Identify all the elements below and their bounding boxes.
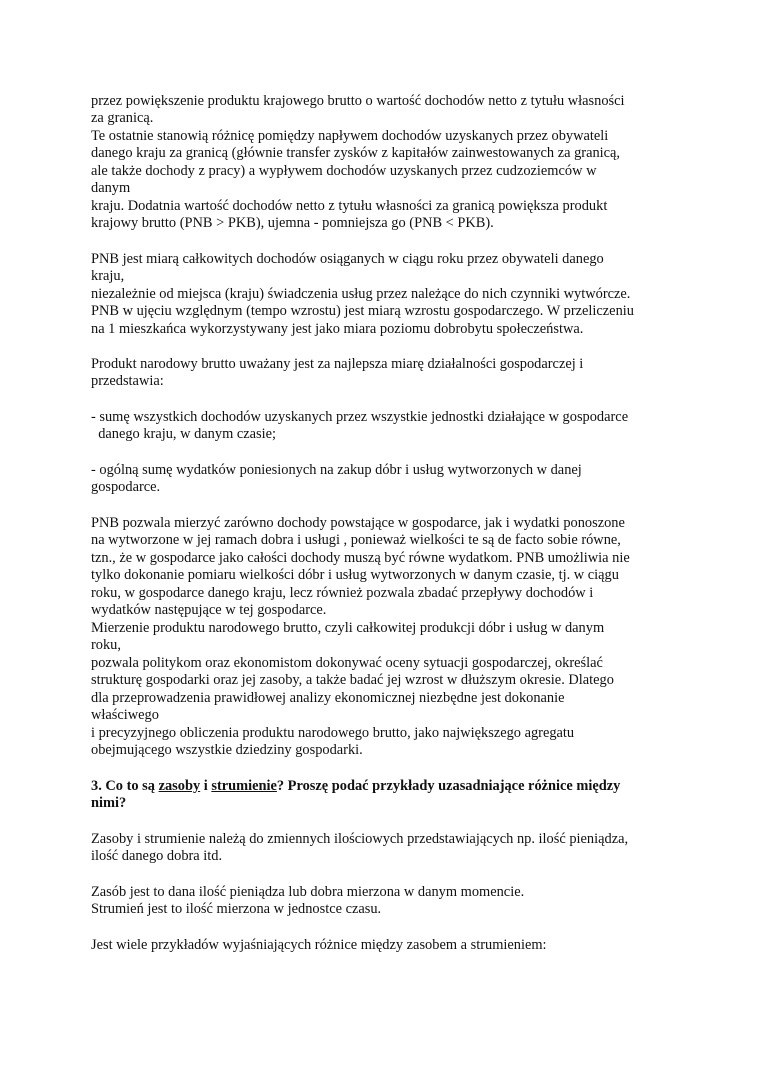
section-heading [91,778,620,796]
text-line: strukturę gospodarki oraz jej zasoby, a także badać jej wzrost w dłuższym okresie. Dlatego [91,672,614,688]
text-line: Mierzenie produktu narodowego brutto, czyli całkowitej produkcji dóbr i usług w danym [91,620,605,636]
text-line: na wytworzone w jej ramach dobra i usługi , ponieważ wielkości te są de facto sobie równe, [91,532,621,548]
text-line: PNB pozwala mierzyć zarówno dochody powstające w gospodarce, jak i wydatki ponoszone [91,515,625,531]
text-line: tzn., że w gospodarce jako całości dochody muszą być równe wydatkom. PNB umożliwia nie [91,550,630,566]
list-item: - sumę wszystkich dochodów uzyskanych przez wszystkie jednostki działające w gospodarce [91,409,629,425]
text-line: Zasób jest to dana ilość pieniądza lub dobra mierzona w danym momencie. [91,884,525,900]
text-line: przedstawia: [91,373,164,389]
list-item: danego kraju, w danym czasie; [91,426,277,442]
heading-term-strumienie: strumienie [211,778,277,794]
heading-prefix: 3. Co to są [91,778,159,794]
list-item: gospodarce. [91,479,161,495]
text-line: Produkt narodowy brutto uważany jest za najlepsza miarę działalności gospodarczej i [91,356,584,372]
text-line: PNB w ujęciu względnym (tempo wzrostu) jest miarą wzrostu gospodarczego. W przeliczeniu [91,303,634,319]
text-line: pozwala politykom oraz ekonomistom dokonywać oceny sytuacji gospodarczej, określać [91,655,603,671]
heading-suffix: ? Proszę podać przykłady uzasadniające różnice między [276,778,621,794]
text-line: właściwego [91,707,159,723]
text-line: ale także dochody z pracy) a wypływem dochodów uzyskanych przez cudzoziemców w [91,163,597,179]
text-line: Strumień jest to ilość mierzona w jednostce czasu. [91,901,382,917]
heading-mid: i [200,778,212,794]
heading-term-zasoby: zasoby [158,778,201,794]
text-line: przez powiększenie produktu krajowego brutto o wartość dochodów netto z tytułu własności [91,93,625,109]
text-line: Zasoby i strumienie należą do zmiennych ilościowych przedstawiających np. ilość pieniądza, [91,831,629,847]
text-line: niezależnie od miejsca (kraju) świadczenia usług przez należące do nich czynniki wytwórcze. [91,286,631,302]
text-line: roku, [91,637,121,653]
text-line: danym [91,180,131,196]
text-line: kraju, [91,268,125,284]
text-line: krajowy brutto (PNB > PKB), ujemna - pomniejsza go (PNB < PKB). [91,215,494,231]
text-line: obejmującego wszystkie dziedziny gospodarki. [91,742,363,758]
text-line: Jest wiele przykładów wyjaśniających różnice między zasobem a strumieniem: [91,937,547,953]
text-line: i precyzyjnego obliczenia produktu narodowego brutto, jako największego agregatu [91,725,575,741]
text-line: roku, w gospodarce danego kraju, lecz również pozwala zbadać przepływy dochodów i [91,585,594,601]
text-line: tylko dokonanie pomiaru wielkości dóbr i usług wytworzonych w danym czasie, tj. w ciągu [91,567,619,583]
text-line: wydatków następujące w tej gospodarce. [91,602,327,618]
text-line: dla przeprowadzenia prawidłowej analizy ekonomicznej niezbędne jest dokonanie [91,690,565,706]
text-line: PNB jest miarą całkowitych dochodów osiąganych w ciągu roku przez obywateli danego [91,251,604,267]
text-line: danego kraju za granicą (głównie transfer zysków z kapitałów zainwestowanych za granicą, [91,145,621,161]
text-line: kraju. Dodatnia wartość dochodów netto z tytułu własności za granicą powiększa produkt [91,198,608,214]
list-item: - ogólną sumę wydatków poniesionych na zakup dóbr i usług wytworzonych w danej [91,462,582,478]
text-line: na 1 mieszkańca wykorzystywany jest jako miara poziomu dobrobytu społeczeństwa. [91,321,584,337]
text-line: Te ostatnie stanowią różnicę pomiędzy napływem dochodów uzyskanych przez obywateli [91,128,609,144]
text-line: za granicą. [91,110,154,126]
text-line: ilość danego dobra itd. [91,848,223,864]
section-heading-line2: nimi? [91,795,127,811]
